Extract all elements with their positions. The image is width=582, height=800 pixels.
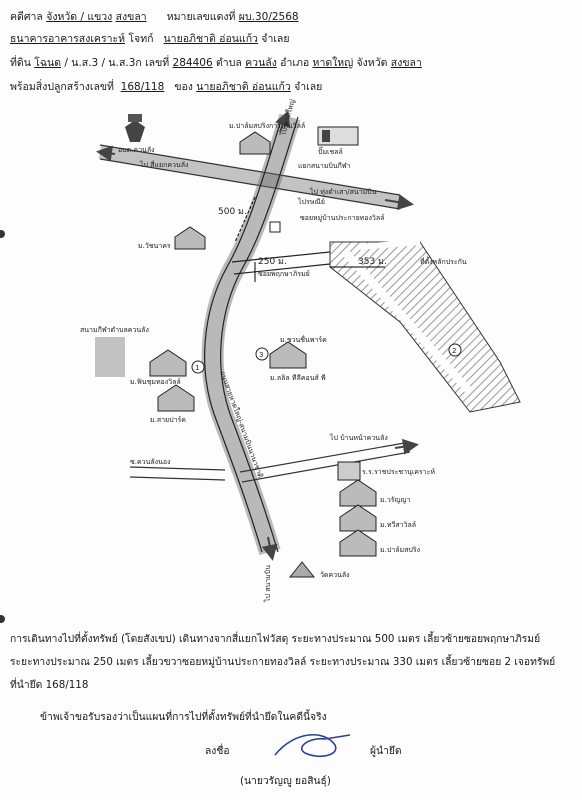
label-police: อบต.ควนลัง <box>118 146 155 154</box>
label-village-west: ม.วัชนาคร <box>138 242 171 250</box>
school-icon <box>338 462 360 480</box>
binder-hole <box>0 615 5 623</box>
post-office-icon <box>270 222 280 232</box>
subdistrict-label: ตำบล <box>215 57 242 69</box>
owner-name: นายอภิชาติ อ่อนแก้ว <box>196 81 291 93</box>
description-line-3: ที่นำยึด 168/118 <box>10 679 89 691</box>
deed-number: 284406 <box>172 57 213 69</box>
signature-image <box>265 725 355 765</box>
house-icon <box>150 350 186 376</box>
case-number: ผบ.30/2568 <box>238 11 299 23</box>
plaintiff-role: โจทก์ <box>128 33 154 45</box>
label-post-office: ไปรษณีย์ <box>298 198 325 206</box>
label-distance-500: 500 ม. <box>218 207 247 217</box>
house-icon <box>340 505 376 531</box>
label-distance-250: 250 ม. <box>258 257 287 267</box>
label-village-nw: ม.สายปาร์ค <box>150 416 186 424</box>
sign-label: ลงชื่อ <box>205 745 230 757</box>
police-emblem-icon <box>125 114 145 142</box>
label-soi-pruksa: ซอยพฤกษาภิรมย์ <box>258 270 310 278</box>
plaintiff-name: ธนาคารอาคารสงเคราะห์ <box>10 33 126 45</box>
label-marker-3: 3 <box>259 351 264 359</box>
label-road-east: ไป ทุ่งตำเสา/สนามบิน <box>310 188 377 196</box>
certification-statement: ข้าพเจ้าขอรับรองว่าเป็นแผนที่การไปที่ตั้งทรัพย์ที่นำยึดในคดีนี้จริง <box>40 711 327 723</box>
label-road-north: ไป หาดใหญ่ <box>279 98 297 137</box>
label-marker-1: 1 <box>195 364 200 372</box>
court-type: จังหวัด / แขวง <box>46 11 113 23</box>
header-line-3 <box>10 54 422 71</box>
description-line-2: ระยะทางประมาณ 250 เมตร เลี้ยวขวาซอยหมู่บ้านประกายทองวิลล์ ระยะทางประมาณ 330 เมตร เลี้ยวซ้ายซอย 2 เจอทรัพย์ <box>10 656 556 668</box>
gas-station-icon <box>318 127 358 145</box>
label-gas-station: ปั๊มเชลล์ <box>318 148 343 156</box>
building-label: พร้อมสิ่งปลูกสร้างเลขที่ <box>10 81 114 93</box>
subdistrict: ควนลัง <box>245 57 277 69</box>
stadium-block <box>95 337 125 377</box>
label-school-top: ม.ปาล์มสปริงการ์เด้นวิลล์ <box>229 122 306 130</box>
case-label: คดีศาล <box>10 11 43 23</box>
defendant-role: จำเลย <box>261 33 290 45</box>
label-main-road: ถนนสายหาดใหญ่-สนามบินนานาชาติ <box>218 369 265 480</box>
label-road-left: ซ.ควนลังนอง <box>130 458 171 466</box>
label-village-r3: ม.ปาล์มสปริง <box>380 546 421 554</box>
label-village-3b: ม.ลลิล ทีลีคอนส์ พี <box>270 374 326 382</box>
house-icon <box>175 227 205 249</box>
label-road-right: ไป บ้านหน้าควนลัง <box>330 434 388 442</box>
owner-label: ของ <box>174 81 193 93</box>
house-icon <box>240 132 270 154</box>
label-intersection: แยกสนามบินกีฬา <box>298 162 351 170</box>
house-icon <box>340 530 376 556</box>
deed-type: โฉนด <box>34 57 62 69</box>
house-icon <box>270 342 306 368</box>
label-road-west: ไป สี่แยกควนลัง <box>140 161 189 169</box>
header-line-1 <box>10 8 299 25</box>
label-road-south: ไป สนามบิน <box>264 564 272 602</box>
province: สงขลา <box>390 57 422 69</box>
court-name: สงขลา <box>115 11 147 23</box>
signer-role: ผู้นำยึด <box>370 745 402 757</box>
label-village-r1: ม.วรัญญา <box>380 496 411 504</box>
owner-role: จำเลย <box>294 81 323 93</box>
defendant-name: นายอภิชาติ อ่อนแก้ว <box>163 33 258 45</box>
district-label: อำเภอ <box>280 57 310 69</box>
label-village-3: ม.ชวนชื่นพาร์ค <box>280 336 327 344</box>
label-temple: วัดควนลัง <box>320 571 350 579</box>
house-icon <box>340 480 376 506</box>
label-village-1: ม.ฟินชุมทองวิลล์ <box>130 378 181 386</box>
house-icon <box>158 385 194 411</box>
province-label: จังหวัด <box>356 57 388 69</box>
location-map <box>0 92 582 612</box>
building-number: 168/118 <box>120 81 165 93</box>
label-marker-2: 2 <box>452 347 457 355</box>
lower-right-road <box>240 442 415 482</box>
signer-name: (นายวรัญญู ยอสินธุ์) <box>240 775 331 787</box>
description-line-1: การเดินทางไปที่ตั้งทรัพย์ (โดยสังเขป) เดินทางจากสี่แยกไฟวัสดุ ระยะทางประมาณ 500 เมตร เลี้ยวซ้ายซอยพฤกษาภิรมย์ <box>10 633 541 645</box>
temple-icon <box>290 562 314 577</box>
label-school: ร.ร.ราชประชานุเคราะห์ <box>362 468 435 476</box>
label-soi-village: ซอยหมู่บ้านประกายทองวิลล์ <box>300 214 385 222</box>
header-line-2 <box>10 30 290 47</box>
label-property: ที่ตั้งหลักประกัน <box>420 258 467 266</box>
label-distance-353: 353 ม. <box>358 257 387 267</box>
district: หาดใหญ่ <box>312 57 354 69</box>
label-village-r2: ม.ทวีสาวิลล์ <box>380 521 417 529</box>
label-stadium: สนามกีฬาตำบลควนลัง <box>80 326 149 334</box>
land-label: ที่ดิน <box>10 57 31 69</box>
deed-types-other: / น.ส.3 / น.ส.3ก เลขที่ <box>64 57 170 69</box>
case-number-label: หมายเลขแดงที่ <box>166 11 236 23</box>
lower-left-road <box>130 467 225 480</box>
